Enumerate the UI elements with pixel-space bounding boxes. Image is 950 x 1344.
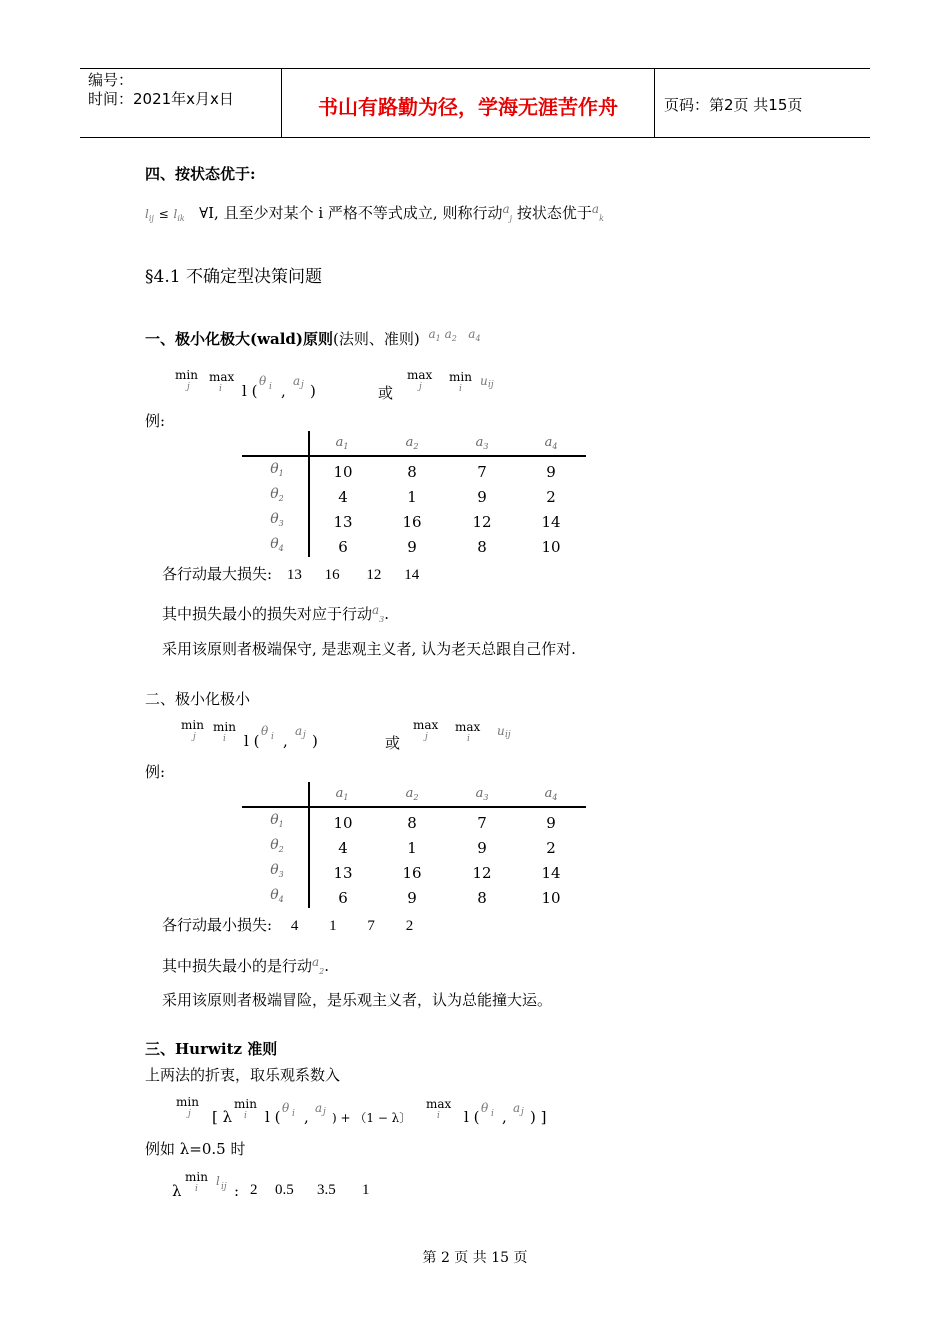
table-rule — [308, 431, 310, 557]
table-cell: 7 — [477, 463, 487, 481]
table-col-header: $a_2$ — [405, 786, 419, 802]
table-cell: 2 — [546, 488, 556, 506]
table-cell: 13 — [333, 513, 353, 531]
table-row-header: $\theta_1$ — [270, 461, 284, 478]
table-cell: 6 — [338, 889, 348, 907]
table-cell: 16 — [402, 864, 422, 882]
sec4-title: 四、按状态优于: — [145, 165, 256, 183]
table-col-header: $a_3$ — [475, 786, 489, 802]
table-col-header: $a_1$ — [335, 786, 349, 802]
part3-formula: min j [ λ min i l ( θ i , a j ) + （1 − λ〕 max i l ( θ i , a j ) ] — [176, 1095, 547, 1126]
part3-title: 三、Hurwitz 准则 — [145, 1040, 278, 1058]
part2-title: 二、极小化极小 — [145, 690, 251, 708]
part1-title-line: 一、极小化极大(wald)原则(法则、准则) $^{a_1 a_2 a_4}$ — [145, 327, 481, 348]
part2-comment: 采用该原则者极端冒险，是乐观主义者，认为总能撞大运。 — [162, 991, 553, 1009]
table-row-header: $\theta_3$ — [270, 511, 284, 528]
table-cell: 9 — [546, 814, 556, 832]
part2-table — [242, 782, 586, 912]
table-cell: 6 — [338, 538, 348, 556]
header-info — [88, 71, 234, 109]
table-cell: 4 — [338, 839, 348, 857]
header-page-label: 页码：第2页 共15页 — [664, 96, 803, 114]
table-cell: 8 — [407, 814, 417, 832]
table-cell: 10 — [541, 538, 561, 556]
table-col-header: $a_4$ — [544, 786, 558, 802]
table-cell: 12 — [472, 513, 492, 531]
table-row-header: $\theta_1$ — [270, 812, 284, 829]
part1-example-label: 例: — [145, 412, 166, 430]
part1-formula: min j max i l ( θ i , a j ) 或 max j min i u ij — [175, 368, 494, 402]
table-col-header: $a_4$ — [544, 435, 558, 451]
part3-desc: 上两法的折衷，取乐观系数入 — [145, 1066, 341, 1084]
part1-comment: 采用该原则者极端保守, 是悲观主义者, 认为老天总跟自己作对. — [162, 640, 576, 658]
sec4-statement: $l_{ij} \le l_{ik}$ ∀I, 且至少对某个 i 严格不等式成立, 则称行动$^a_j$ 按状态优于$^a_k$ — [145, 202, 604, 223]
table-col-header: $a_1$ — [335, 435, 349, 451]
part2-conclusion: 其中损失最小的是行动$^a_2$. — [162, 955, 330, 976]
table-cell: 8 — [407, 463, 417, 481]
table-cell: 2 — [546, 839, 556, 857]
table-cell: 10 — [333, 814, 353, 832]
table-cell: 9 — [477, 839, 487, 857]
header-divider — [654, 69, 655, 137]
header-time-label: 时间：2021年x月x日 — [88, 90, 234, 108]
part2-example-label: 例: — [145, 763, 166, 781]
table-cell: 9 — [407, 538, 417, 556]
table-cell: 16 — [402, 513, 422, 531]
table-cell: 13 — [333, 864, 353, 882]
table-row-header: $\theta_4$ — [270, 887, 284, 904]
header-motto: 书山有路勤为径，学海无涯苦作舟 — [318, 95, 618, 119]
table-cell: 1 — [407, 839, 417, 857]
table-col-header: $a_3$ — [475, 435, 489, 451]
table-row-header: $\theta_3$ — [270, 862, 284, 879]
table-row-header: $\theta_2$ — [270, 486, 284, 503]
header-number-label: 编号： — [88, 71, 134, 89]
part3-calc: λ min i l ij : 2 0.5 3.5 1 — [172, 1170, 370, 1200]
part3-example: 例如 λ=0.5 时 — [145, 1140, 246, 1158]
part1-conclusion: 其中损失最小的损失对应于行动$^a_3$. — [162, 603, 390, 624]
table-cell: 9 — [407, 889, 417, 907]
table-cell: 9 — [546, 463, 556, 481]
table-cell: 10 — [333, 463, 353, 481]
page-footer: 第 2 页 共 15 页 — [422, 1250, 528, 1266]
table-cell: 12 — [472, 864, 492, 882]
table-cell: 7 — [477, 814, 487, 832]
table-cell: 14 — [541, 864, 561, 882]
table-row-header: $\theta_4$ — [270, 536, 284, 553]
part1-acts: a1 a2 a4 — [428, 327, 481, 343]
table-cell: 10 — [541, 889, 561, 907]
table-rule — [242, 806, 586, 808]
page-header — [80, 68, 870, 138]
part1-summary: 各行动最大损失: 13 16 12 14 — [162, 565, 420, 583]
part2-formula: min j min i l ( θ i , a j ) 或 max j max i u ij — [181, 718, 511, 752]
table-cell: 9 — [477, 488, 487, 506]
part2-summary: 各行动最小损失: 4 1 7 2 — [162, 916, 414, 934]
section-heading: §4.1 不确定型决策问题 — [145, 267, 322, 287]
table-cell: 4 — [338, 488, 348, 506]
table-cell: 8 — [477, 538, 487, 556]
table-col-header: $a_2$ — [405, 435, 419, 451]
table-cell: 8 — [477, 889, 487, 907]
table-cell: 1 — [407, 488, 417, 506]
table-rule — [308, 782, 310, 908]
table-row-header: $\theta_2$ — [270, 837, 284, 854]
table-rule — [242, 455, 586, 457]
table-cell: 14 — [541, 513, 561, 531]
part1-table — [242, 431, 586, 561]
